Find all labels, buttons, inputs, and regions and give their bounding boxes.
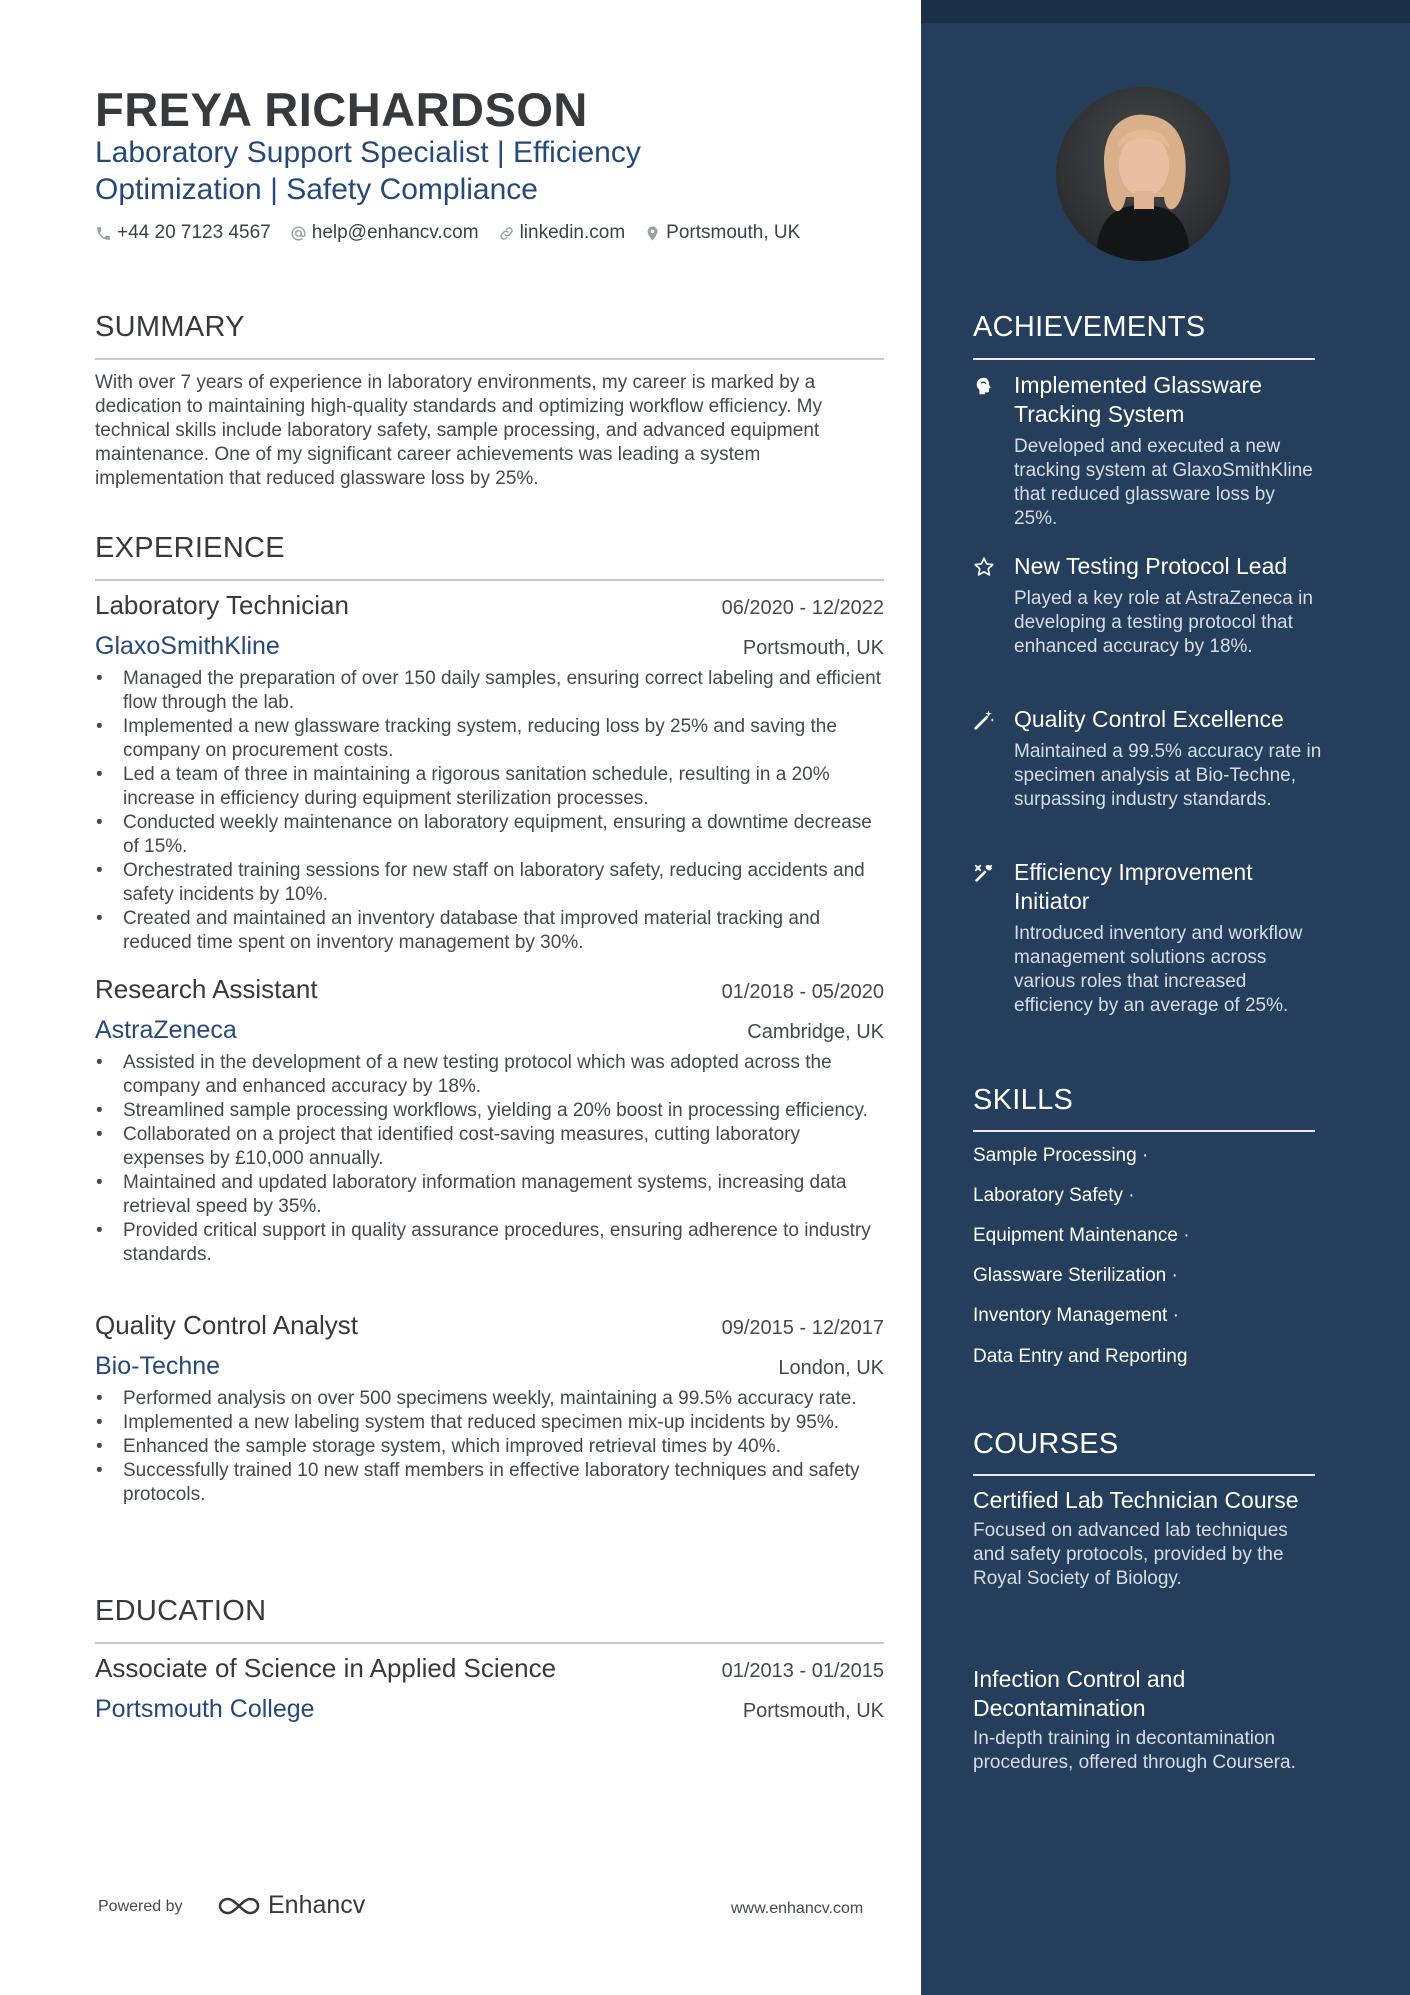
summary-divider [95,358,884,360]
skill-item: Inventory Management · [973,1305,1179,1326]
email-text: help@enhancv.com [311,222,479,243]
list-item: • Successfully trained 10 new staff members in effective laboratory techniques and safety protocols. [95,1459,885,1507]
list-item: • Streamlined sample processing workflows, yielding a 20% boost in processing efficiency. [95,1099,885,1123]
course-desc: In-depth training in decontamination procedures, offered through Coursera. [973,1728,1296,1773]
job-dates: 06/2020 - 12/2022 [721,597,884,619]
enhancv-logo[interactable] [216,1891,365,1920]
job-company-row [95,632,884,661]
job-company-row [95,1352,884,1381]
experience-heading: EXPERIENCE [95,532,285,564]
at-icon [290,225,307,242]
job-bullets [95,667,885,955]
course-item [973,1486,1323,1591]
job-bullets [95,1387,885,1507]
job-dates: 09/2015 - 12/2017 [721,1317,884,1339]
job-company-row [95,1016,884,1045]
job-header [95,974,884,1005]
education-heading: EDUCATION [95,1595,267,1627]
list-item: • Performed analysis on over 500 specimens weekly, maintaining a 99.5% accuracy rate. [95,1387,885,1411]
job-location: Cambridge, UK [747,1021,884,1043]
achievement-item [973,705,1323,812]
list-item: • Assisted in the development of a new testing protocol which was adopted across the company and enhanced accuracy by 18%. [95,1051,885,1099]
achievement-item [973,552,1323,659]
education-header [95,1653,884,1684]
job-title: Laboratory Technician [95,590,349,620]
course-item [973,1665,1323,1775]
achievement-title: Quality Control Excellence [1014,706,1284,732]
education-divider [95,1642,884,1644]
avatar [1056,87,1230,261]
portrait-photo [1056,87,1230,261]
job-location: Portsmouth, UK [742,637,884,659]
school-name: Portsmouth College [95,1695,315,1723]
list-item: • Conducted weekly maintenance on laboratory equipment, ensuring a downtime decrease of 15%. [95,811,885,859]
job-company: GlaxoSmithKline [95,632,280,660]
summary-text: With over 7 years of experience in laboratory environments, my career is marked by a dedication to maintaining high-quality standards and optimizing workflow efficiency. My technical skills include laboratory safety, sample processing, and advanced equipment maintenance. One of my significant career achievements was leading a system implementation that reduced glassware loss by 25%. [95,372,822,489]
list-item: • Provided critical support in quality assurance procedures, ensuring adherence to industry standards. [95,1219,885,1267]
course-title: Certified Lab Technician Course [973,1487,1299,1513]
skill-item: Laboratory Safety · [973,1185,1135,1206]
skills-heading: SKILLS [973,1084,1074,1116]
contact-location [644,222,800,244]
skill-item: Glassware Sterilization · [973,1265,1178,1286]
brain-icon [973,375,995,397]
contact-phone[interactable] [95,222,271,244]
infinity-icon [216,1894,262,1918]
list-item: • Maintained and updated laboratory information management systems, increasing data retrieval speed by 35%. [95,1171,885,1219]
achievement-title: New Testing Protocol Lead [1014,553,1288,579]
achievement-desc: Introduced inventory and workflow management solutions across various roles that increased efficiency by an average of 25%. [1014,923,1303,1016]
job-header [95,1310,884,1341]
list-item: • Collaborated on a project that identified cost-saving measures, cutting laboratory expenses by £10,000 annually. [95,1123,885,1171]
list-item: • Enhanced the sample storage system, which improved retrieval times by 40%. [95,1435,885,1459]
linkedin-text: linkedin.com [519,222,626,243]
location-pin-icon [644,225,661,242]
job-location: London, UK [778,1357,884,1379]
job-company: Bio-Techne [95,1352,221,1380]
contact-bar [95,222,800,244]
courses-divider [973,1474,1315,1476]
list-item: • Implemented a new glassware tracking system, reducing loss by 25% and saving the company on procurement costs. [95,715,885,763]
achievements-heading: ACHIEVEMENTS [973,311,1206,343]
skill-item: Equipment Maintenance · [973,1225,1190,1246]
headline: Laboratory Support Specialist | Efficiency Optimization | Safety Compliance [95,136,641,206]
tools-icon [973,862,995,884]
candidate-name: FREYA RICHARDSON [95,83,588,136]
link-icon [498,225,515,242]
achievement-desc: Maintained a 99.5% accuracy rate in specimen analysis at Bio-Techne, surpassing industry standards. [1014,741,1322,810]
powered-by-label: Powered by [98,1898,183,1915]
course-title: Infection Control and Decontamination [973,1666,1186,1721]
achievement-item [973,858,1323,1018]
skill-item: Data Entry and Reporting [973,1346,1188,1367]
course-desc: Focused on advanced lab techniques and safety protocols, provided by the Royal Society of Biology. [973,1520,1288,1589]
job-title: Quality Control Analyst [95,1310,359,1340]
job-dates: 01/2018 - 05/2020 [721,981,884,1003]
phone-text: +44 20 7123 4567 [117,222,271,243]
list-item: • Managed the preparation of over 150 daily samples, ensuring correct labeling and efficient flow through the lab. [95,667,885,715]
job-header [95,590,884,621]
job-title: Research Assistant [95,974,318,1004]
brand-name: Enhancv [268,1891,366,1919]
job-bullets [95,1051,885,1267]
contact-linkedin[interactable] [498,222,626,244]
summary-heading: SUMMARY [95,311,245,343]
achievement-desc: Developed and executed a new tracking system at GlaxoSmithKline that reduced glassware loss by 25%. [1014,436,1313,529]
location-text: Portsmouth, UK [666,222,801,243]
skill-item: Sample Processing · [973,1145,1149,1166]
achievement-desc: Played a key role at AstraZeneca in developing a testing protocol that enhanced accuracy by 18%. [1014,588,1313,657]
list-item: • Orchestrated training sessions for new staff on laboratory safety, reducing accidents and safety incidents by 10%. [95,859,885,907]
achievement-item [973,371,1323,531]
footer-url[interactable]: www.enhancv.com [731,1900,864,1917]
courses-heading: COURSES [973,1428,1119,1460]
education-dates: 01/2013 - 01/2015 [721,1660,884,1682]
achievement-title: Implemented Glassware Tracking System [1014,372,1262,427]
sidebar-top-band [921,0,1410,23]
list-item: • Created and maintained an inventory database that improved material tracking and reduced time spent on inventory management by 30%. [95,907,885,955]
magic-wand-icon [973,709,995,731]
skills-divider [973,1130,1315,1132]
achievements-divider [973,358,1315,360]
education-school-row [95,1695,884,1724]
star-icon [973,556,995,578]
school-location: Portsmouth, UK [742,1700,884,1722]
list-item: • Led a team of three in maintaining a rigorous sanitation schedule, resulting in a 20% increase in efficiency during equipment sterilization processes. [95,763,885,811]
phone-icon [95,225,112,242]
list-item: • Implemented a new labeling system that reduced specimen mix-up incidents by 95%. [95,1411,885,1435]
experience-divider [95,579,884,581]
degree-title: Associate of Science in Applied Science [95,1653,557,1683]
achievement-title: Efficiency Improvement Initiator [1014,859,1253,914]
contact-email[interactable] [290,222,479,244]
job-company: AstraZeneca [95,1016,237,1044]
